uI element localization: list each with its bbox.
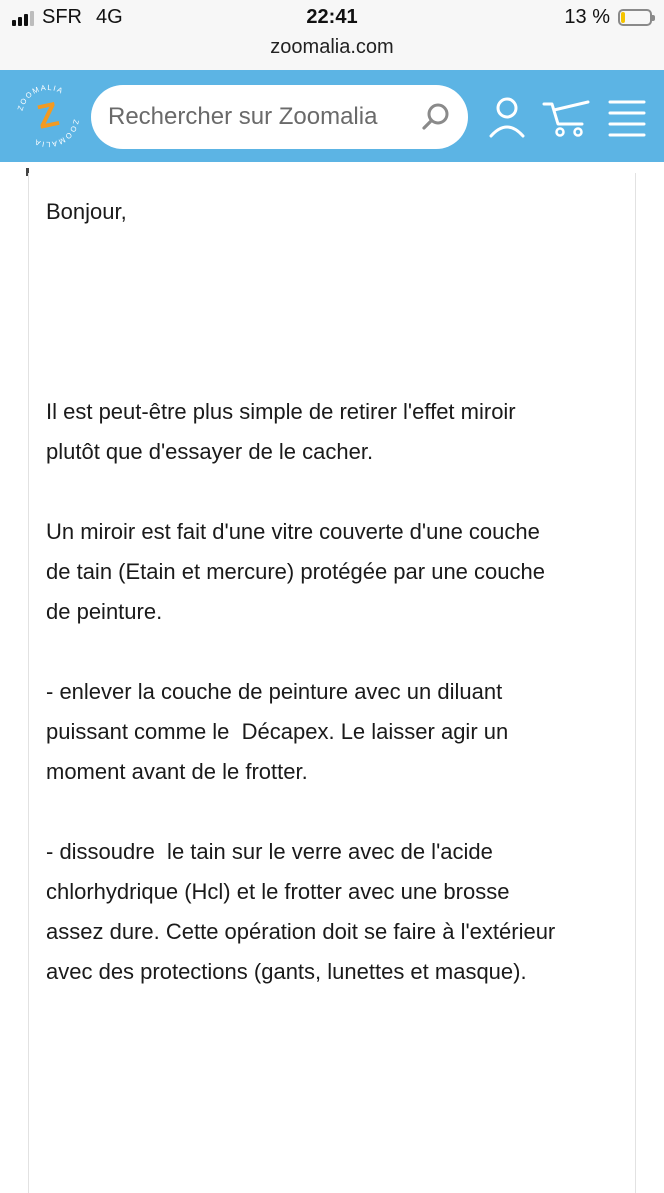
cart-icon[interactable] (542, 96, 592, 138)
account-icon[interactable] (488, 96, 526, 138)
svg-text:ZOOMALIA: ZOOMALIA (15, 82, 66, 112)
status-right (564, 6, 652, 29)
message-line: - dissoudre le tain sur le verre avec de l'acide (46, 839, 493, 864)
message-line: - enlever la couche de peinture avec un diluant (46, 679, 503, 704)
message-line: plutôt que d'essayer de le cacher. (46, 439, 374, 464)
message-paragraph (46, 392, 626, 472)
message-paragraph (46, 512, 626, 632)
message-line: Un miroir est fait d'une vitre couverte d'une couche (46, 519, 540, 544)
battery-fill (621, 12, 625, 23)
clock: 22:41 (306, 6, 358, 28)
message-line: chlorhydrique (Hcl) et le frotter avec une brosse (46, 879, 510, 904)
carrier-label: SFR (42, 6, 82, 28)
message-paragraph (46, 832, 626, 992)
svg-text:ZOOMALIA: ZOOMALIA (32, 118, 81, 150)
network-label: 4G (96, 6, 123, 28)
greeting: Bonjour, (46, 199, 127, 224)
message-line: avec des protections (gants, lunettes et masque). (46, 959, 527, 984)
search-input[interactable] (108, 103, 408, 131)
message-paragraph (46, 672, 626, 792)
url-bar[interactable]: zoomalia.com (270, 36, 394, 58)
search-icon[interactable] (420, 101, 452, 133)
message-line: de tain (Etain et mercure) protégée par une couche (46, 559, 545, 584)
svg-text:Z: Z (33, 95, 63, 137)
zoomalia-logo[interactable] (12, 80, 84, 152)
message-line: Il est peut-être plus simple de retirer l'effet miroir (46, 399, 516, 424)
message-line: puissant comme le Décapex. Le laisser agir un (46, 719, 509, 744)
message-body (46, 192, 626, 992)
search-bar[interactable] (91, 85, 468, 149)
message-line: moment avant de le frotter. (46, 759, 308, 784)
message-line: assez dure. Cette opération doit se faire à l'extérieur (46, 919, 556, 944)
status-bar (0, 0, 664, 70)
menu-icon[interactable] (608, 98, 646, 138)
site-header (0, 70, 664, 162)
message-paragraphs (46, 392, 626, 992)
message-line: de peinture. (46, 599, 163, 624)
battery-icon (618, 9, 652, 26)
battery-percent: 13 % (564, 6, 610, 28)
